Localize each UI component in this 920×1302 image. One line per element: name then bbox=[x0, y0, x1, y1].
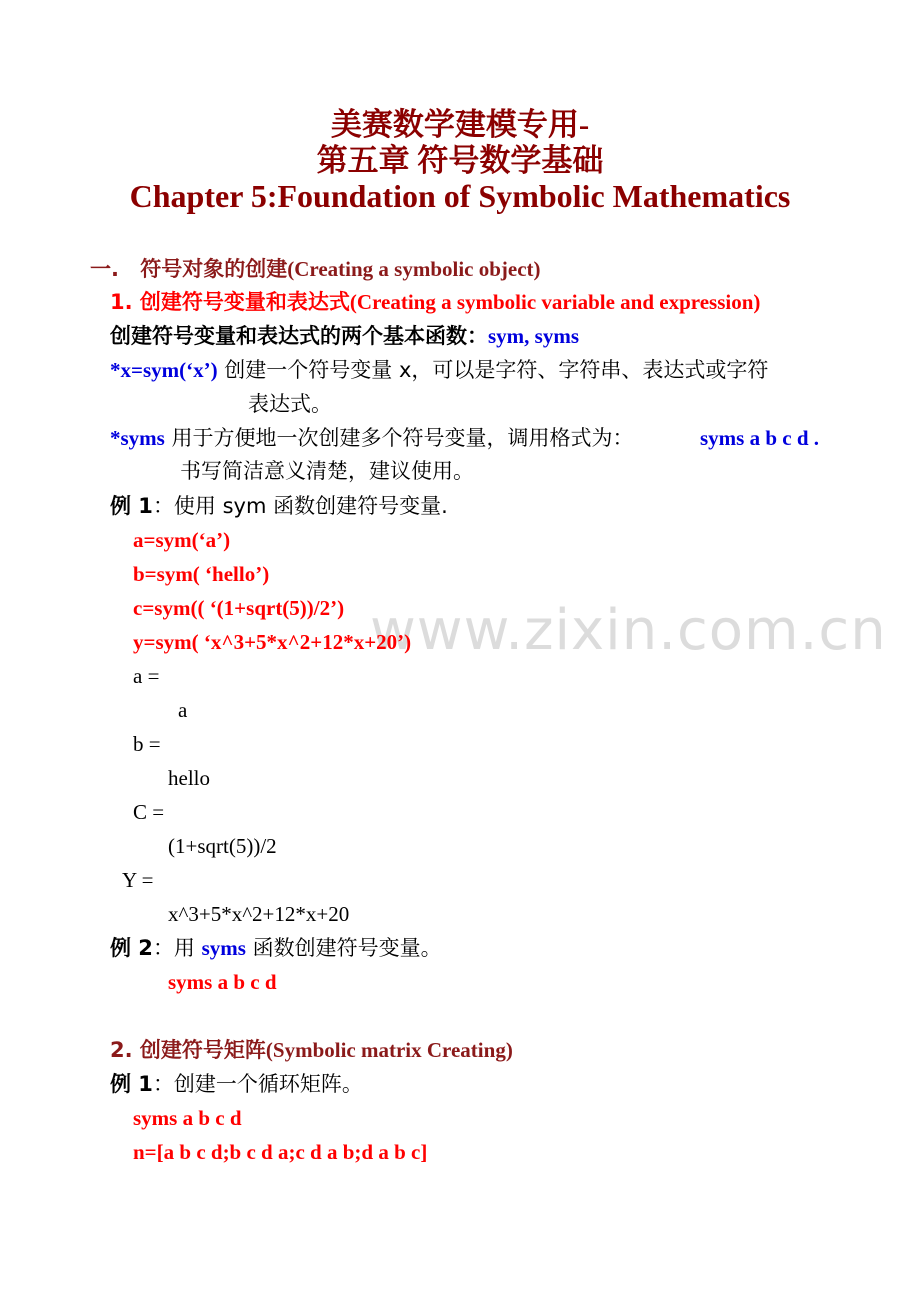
example3-line bbox=[110, 1070, 363, 1098]
output-value: x^3+5*x^2+12*x+20 bbox=[168, 902, 350, 926]
subsection2-title-en: (Symbolic matrix Creating) bbox=[265, 1038, 513, 1062]
code-line: a=sym(‘a’) bbox=[133, 528, 231, 552]
subsection2-title-cn: 2. 创建符号矩阵 bbox=[110, 1038, 266, 1062]
subsection1-heading bbox=[110, 288, 760, 316]
output-var: C = bbox=[133, 800, 165, 824]
doc-title-english: Chapter 5:Foundation of Symbolic Mathematics bbox=[129, 178, 791, 214]
code-line: y=sym( ‘x^3+5*x^2+12*x+20’) bbox=[133, 630, 412, 654]
code-line: b=sym( ‘hello’) bbox=[133, 562, 270, 586]
doc-title-line2: 第五章 符号数学基础 bbox=[316, 143, 604, 178]
watermark: www.zixin.com.cn bbox=[370, 598, 887, 663]
intro-funcs: sym, syms bbox=[488, 324, 580, 348]
sym-desc-text: 创建一个符号变量 x，可以是字符、字符串、表达式或字符 bbox=[217, 358, 769, 382]
section1-number: 一. bbox=[90, 257, 119, 281]
example1-text: ：使用 sym 函数创建符号变量. bbox=[152, 494, 448, 518]
example3-label: 例 1 bbox=[110, 1072, 153, 1096]
subsection1-title-cn: 1. 创建符号变量和表达式 bbox=[110, 290, 350, 314]
code-line: syms a b c d bbox=[133, 1106, 242, 1130]
example1-label: 例 1 bbox=[110, 494, 153, 518]
syms-code: *syms bbox=[110, 426, 165, 450]
section1-title-en: (Creating a symbolic object) bbox=[287, 257, 541, 281]
output-var: b = bbox=[133, 732, 161, 756]
code-line: n=[a b c d;b c d a;c d a b;d a b c] bbox=[133, 1140, 428, 1164]
syms-usage: syms a b c d . bbox=[700, 426, 820, 450]
doc-title-line1: 美赛数学建模专用- bbox=[330, 107, 590, 142]
subsection1-title-en: (Creating a symbolic variable and expression) bbox=[349, 290, 761, 314]
syms-desc-text: 用于方便地一次创建多个符号变量，调用格式为： bbox=[164, 426, 634, 450]
code-line: c=sym(( ‘(1+sqrt(5))/2’) bbox=[133, 596, 345, 620]
intro-text: 创建符号变量和表达式的两个基本函数： bbox=[110, 324, 488, 348]
subsection2-heading bbox=[110, 1036, 513, 1064]
sym-desc-continued: 表达式。 bbox=[248, 392, 332, 416]
section1-title-cn: 符号对象的创建 bbox=[140, 257, 288, 281]
code-line: syms a b c d bbox=[168, 970, 277, 994]
sym-description bbox=[110, 356, 768, 384]
syms-description bbox=[110, 424, 634, 452]
example2-pre: ：用 bbox=[152, 936, 202, 960]
example2-line bbox=[110, 934, 442, 962]
example3-text: ：创建一个循环矩阵。 bbox=[152, 1072, 363, 1096]
output-value: (1+sqrt(5))/2 bbox=[168, 834, 277, 858]
example2-func: syms bbox=[201, 936, 246, 960]
section1-heading bbox=[90, 255, 541, 283]
example2-label: 例 2 bbox=[110, 936, 153, 960]
example1-line bbox=[110, 492, 448, 520]
output-var: a = bbox=[133, 664, 160, 688]
intro-line bbox=[110, 322, 579, 350]
output-var: Y = bbox=[122, 868, 154, 892]
output-value: hello bbox=[168, 766, 210, 790]
sym-code: *x=sym(‘x’) bbox=[110, 358, 218, 382]
example2-post: 函数创建符号变量。 bbox=[245, 936, 442, 960]
output-value: a bbox=[178, 698, 188, 722]
syms-desc-continued: 书写简洁意义清楚，建议使用。 bbox=[180, 459, 474, 483]
